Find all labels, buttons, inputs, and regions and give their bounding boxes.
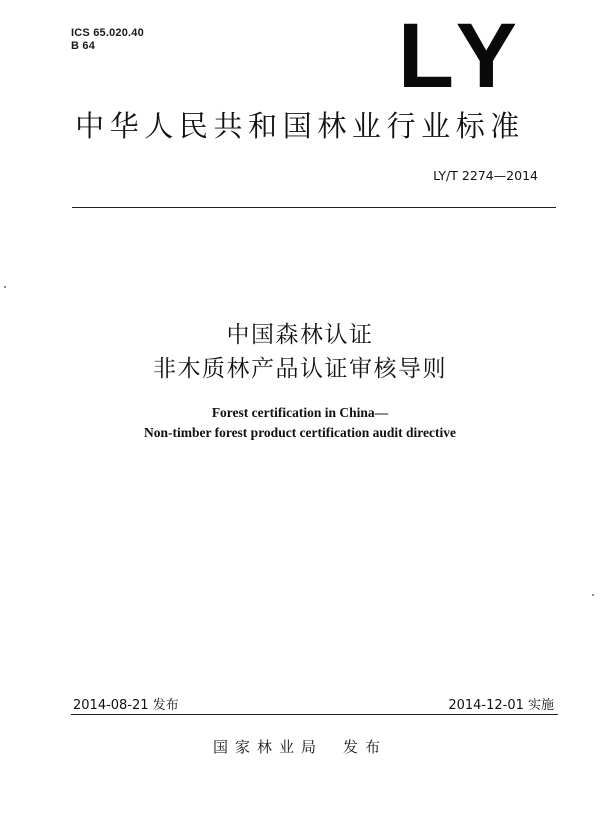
chinese-title-line-1: 中国森林认证 (226, 322, 374, 348)
top-divider (72, 207, 556, 208)
ics-code: ICS 65.020.40 (71, 27, 144, 39)
standard-number: LY/T 2274—2014 (433, 168, 538, 183)
standard-title: 中华人民共和国林业行业标准 (75, 109, 525, 143)
bottom-divider (71, 714, 558, 715)
issue-date: 2014-08-21 发布 (73, 698, 179, 713)
scan-speck (4, 286, 6, 288)
publisher-line (0, 736, 600, 757)
ly-logo: LY (397, 5, 527, 107)
english-title-line-1: Forest certification in China— (211, 405, 389, 420)
publisher-action: 发布 (343, 738, 388, 756)
scan-speck (592, 594, 594, 596)
chinese-title-line-2: 非木质林产品认证审核导则 (153, 356, 447, 382)
english-title-line-2: Non-timber forest product certification audit directive (143, 425, 457, 440)
implementation-date: 2014-12-01 实施 (448, 698, 554, 713)
publisher-name: 国家林业局 (212, 738, 323, 756)
ccs-code: B 64 (71, 40, 96, 52)
